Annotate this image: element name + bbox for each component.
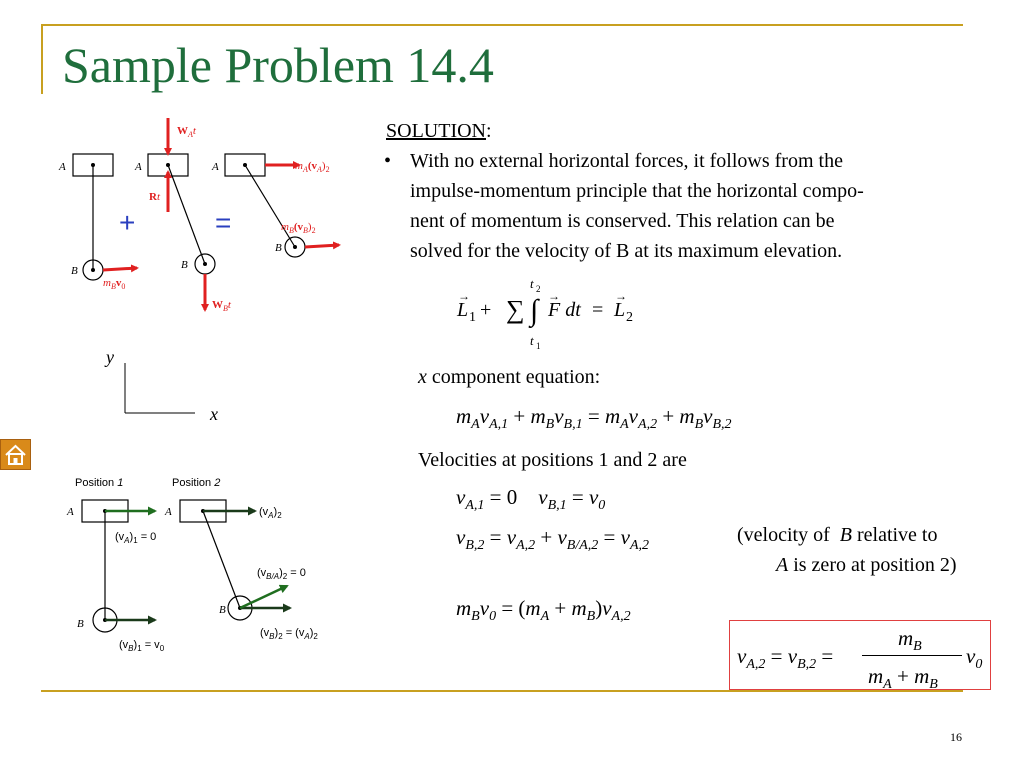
velocity-position-1-equation: $v_{A,1} = 0$ $v_{B,1} = v_0$ — [456, 485, 606, 513]
label-vb2: $(v_B)_2 = (v_A)_2$ — [260, 627, 318, 641]
frame-top-line — [41, 24, 963, 26]
svg-text:∫: ∫ — [530, 294, 539, 327]
svg-text:2: 2 — [626, 310, 633, 325]
x-component-label: x component equation: — [418, 366, 601, 388]
bullet-dot: • — [384, 150, 392, 172]
bullet-text: With no external horizontal forces, it follows from the impulse-momentum principle that the horizontal compo- nent of momentum is conserved. This relation can be solved for the velocity of B at its maximum elevation. — [410, 150, 864, 262]
momentum-equation: $m_Bv_0 = (m_A + m_B)v_{A,2}$ — [456, 596, 631, 624]
frame-bottom-line — [41, 690, 963, 692]
result-numerator: $m_B$ — [898, 626, 922, 654]
impulse-momentum-diagram — [55, 112, 365, 322]
label-b-1: B — [71, 265, 78, 277]
velocity-position-2-equation: $v_{B,2} = v_{A,2} + v_{B/A,2} = v_{A,2}$ — [456, 525, 650, 553]
svg-text:F dt: F dt — [548, 299, 581, 321]
x-component-equation: $m_Av_{A,1} + m_Bv_{B,1} = m_Av_{A,2} + m_Bv_{B,2}$ — [456, 404, 732, 432]
relative-velocity-note-2: A is zero at position 2) — [776, 554, 957, 576]
label-ma-va2: $m_A(v_A)_2$ — [295, 160, 330, 174]
svg-text:∑: ∑ — [506, 295, 525, 324]
label-wb-t: $W_Bt$ — [212, 299, 231, 313]
svg-text:→: → — [458, 289, 470, 303]
svg-text:t: t — [530, 276, 534, 291]
home-icon — [1, 440, 30, 469]
rod-2 — [168, 165, 205, 264]
home-button[interactable] — [0, 439, 31, 470]
slide-title: Sample Problem 14.4 — [62, 37, 494, 93]
axis-x-label: x — [210, 404, 218, 424]
label-b-position-1: B — [77, 618, 84, 630]
label-b-2: B — [181, 259, 188, 271]
momentum-arrow-mb-v0 — [103, 268, 137, 270]
label-vba2: $(v_{B/A})_2 = 0$ — [257, 567, 306, 581]
position-2-label: Position 2 — [172, 477, 221, 489]
plus-operator: + — [119, 207, 136, 238]
result-denominator: $m_A + m_B$ — [868, 664, 938, 692]
svg-text:L: L — [614, 299, 626, 321]
result-equation-left: $v_{A,2} = v_{B,2}$ = — [737, 644, 834, 672]
impulse-equation — [452, 272, 652, 352]
svg-text:→: → — [615, 289, 627, 303]
solution-heading: SOLUTION: — [386, 120, 492, 142]
relative-velocity-note: (velocity of B relative to — [737, 524, 938, 546]
fraction-bar — [862, 655, 962, 656]
label-a-1: A — [59, 161, 66, 173]
label-a-2: A — [135, 161, 142, 173]
svg-text:2: 2 — [536, 284, 541, 294]
svg-text:t: t — [530, 333, 534, 348]
label-vb1: $(v_B)_1 = v_0$ — [119, 639, 165, 653]
label-a-3: A — [212, 161, 219, 173]
svg-text:1: 1 — [469, 310, 476, 325]
svg-text:=: = — [592, 299, 604, 321]
label-mb-v0: $m_Bv_0$ — [103, 277, 126, 291]
label-a-position-2: A — [165, 506, 172, 518]
label-va2: $(v_A)_2$ — [259, 506, 282, 520]
label-b-3: B — [275, 242, 282, 254]
rod-position-2 — [203, 511, 240, 608]
svg-text:1: 1 — [536, 341, 541, 351]
momentum-arrow-mb-vb2 — [305, 245, 339, 247]
label-a-position-1: A — [67, 506, 74, 518]
page-number: 16 — [950, 730, 962, 744]
svg-text:L: L — [457, 299, 469, 321]
label-r-t: Rt — [149, 191, 161, 203]
position-diagram — [55, 470, 365, 655]
svg-text:+: + — [480, 299, 492, 321]
label-va1: $(v_A)_1 = 0$ — [115, 531, 157, 545]
frame-left-line — [41, 24, 43, 94]
axis-y-label: y — [106, 347, 114, 367]
position-1-label: Position 1 — [75, 477, 124, 489]
svg-text:→: → — [548, 289, 560, 303]
velocities-label: Velocities at positions 1 and 2 are — [418, 449, 687, 471]
result-equation-right: $v_0$ — [966, 644, 983, 672]
arrow-vba2 — [240, 586, 287, 608]
label-b-position-2: B — [219, 604, 226, 616]
rod-3 — [245, 165, 295, 247]
equals-operator: = — [215, 207, 232, 238]
coordinate-axes — [100, 345, 240, 425]
label-wa-t: $W_At$ — [177, 125, 196, 139]
label-mb-vb2: $m_B(v_B)_2$ — [281, 221, 316, 235]
